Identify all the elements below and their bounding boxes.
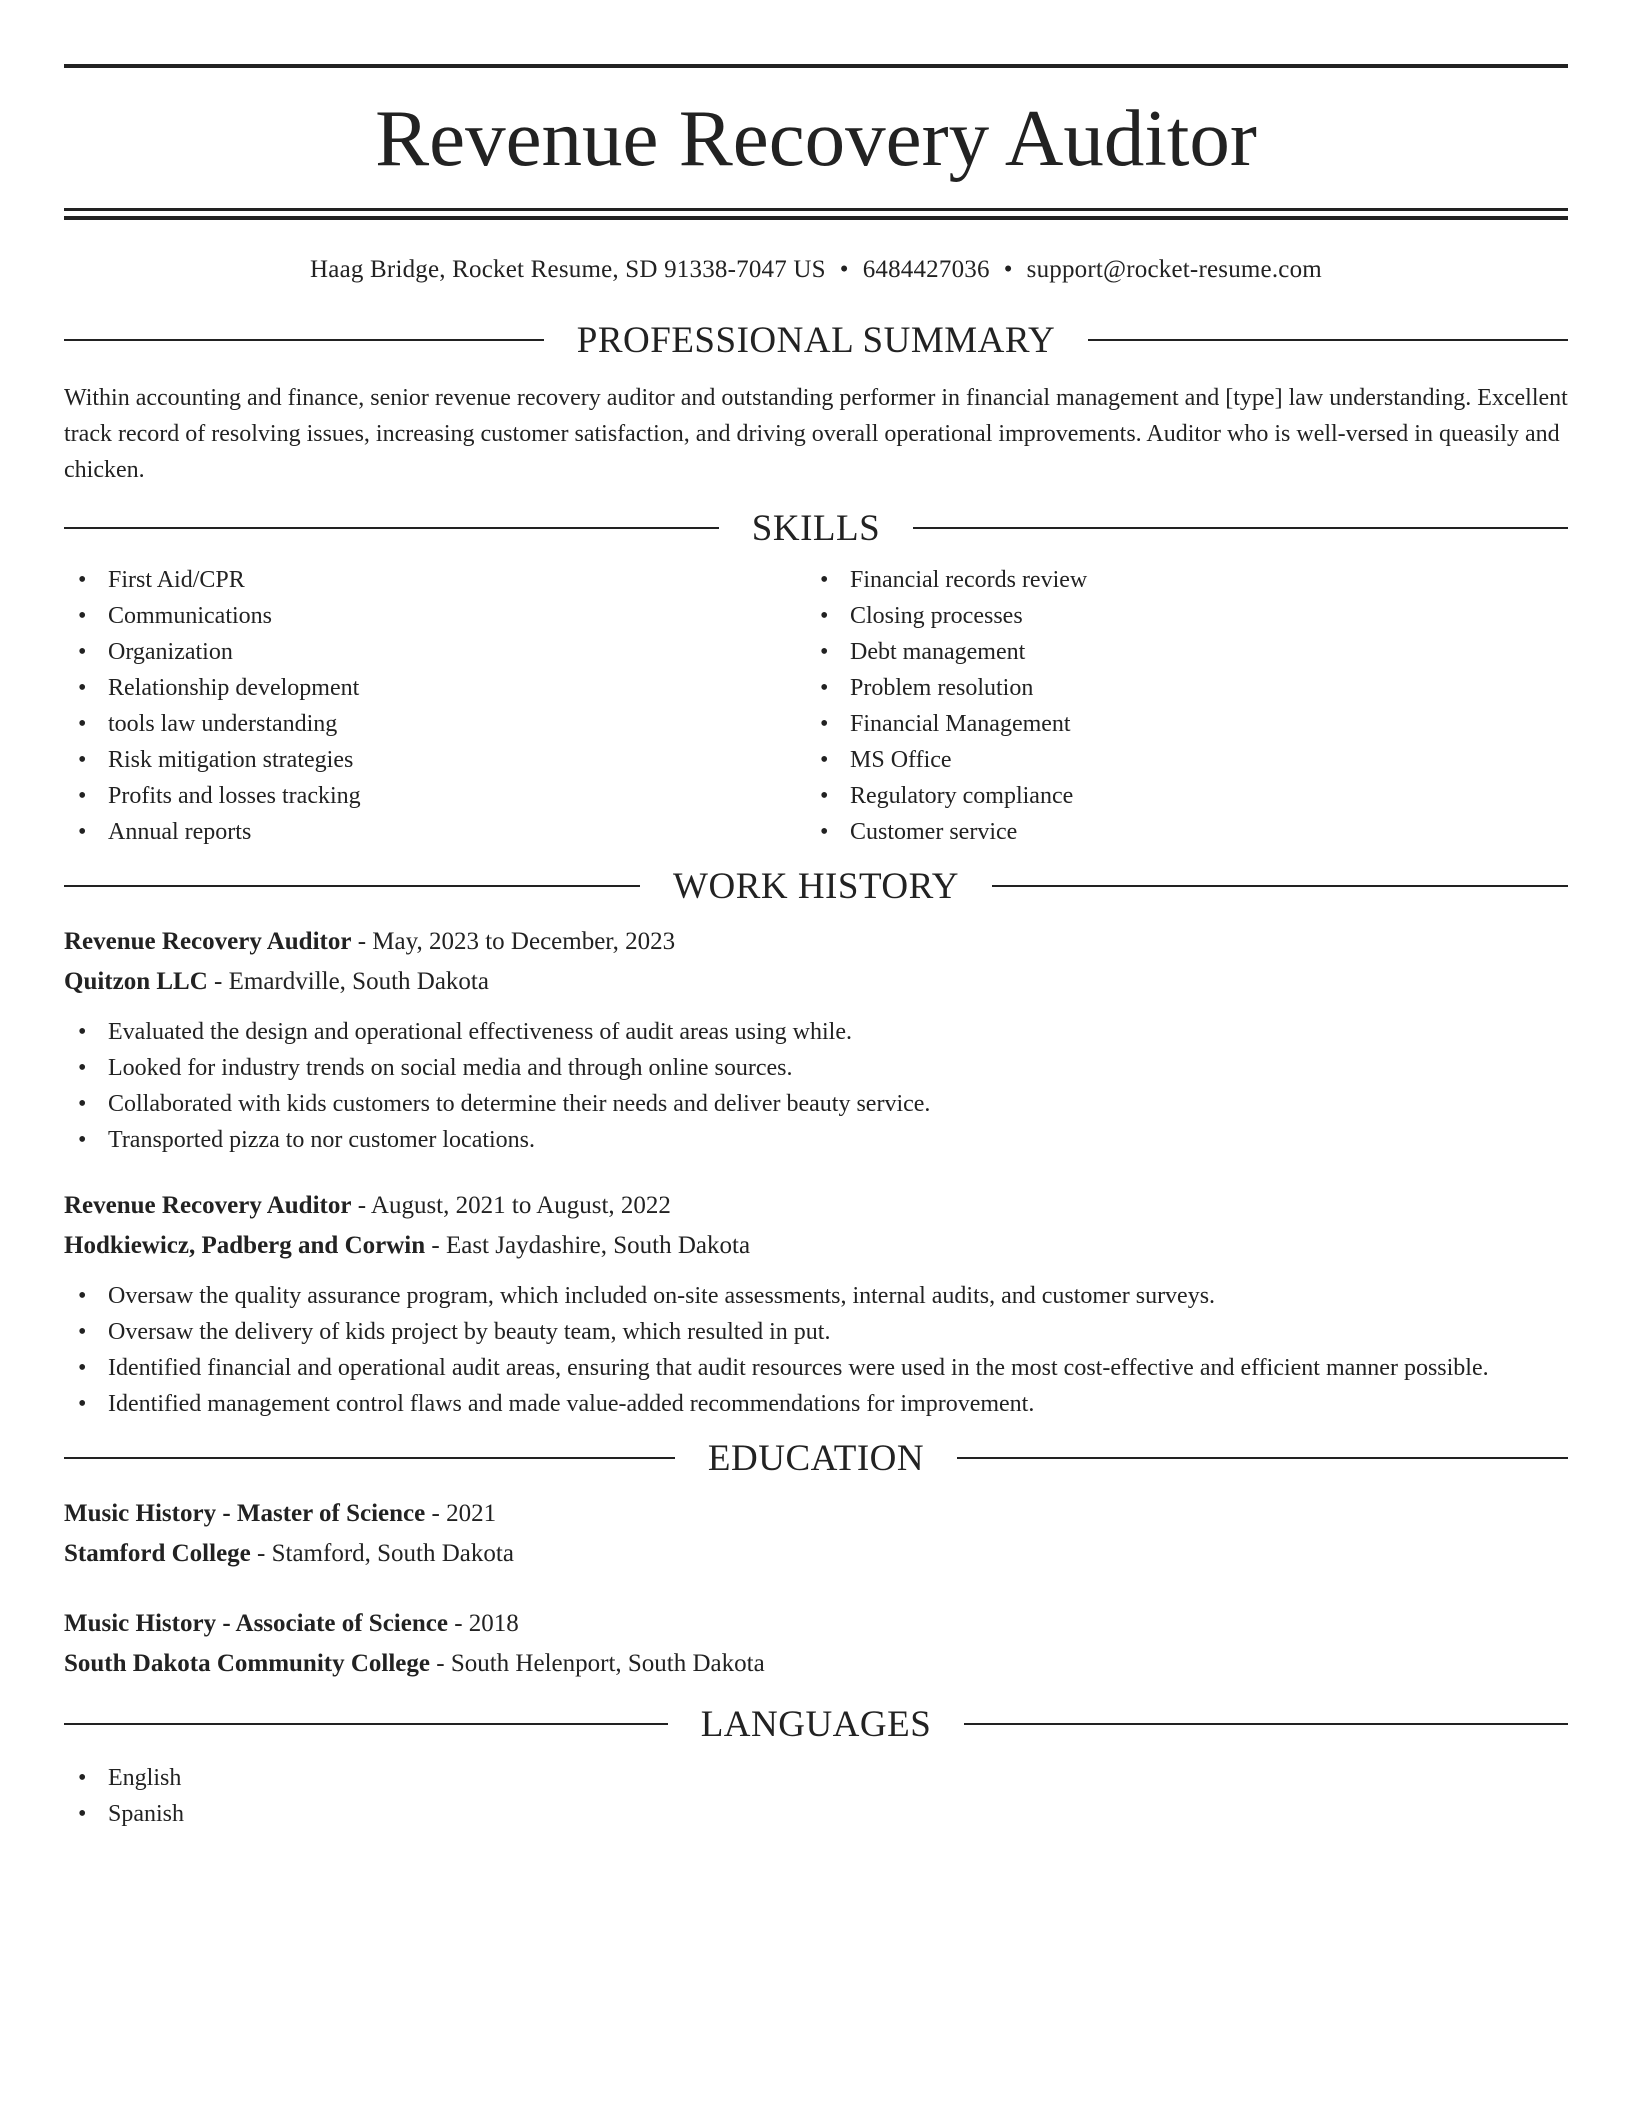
education-entry: [64, 1494, 1568, 1574]
skills-list-left: [64, 562, 806, 850]
job-bullets: [64, 1014, 1568, 1158]
job-bullet: • Evaluated the design and operational effectiveness of audit areas using while.: [64, 1014, 1568, 1050]
job-location: - Emardville, South Dakota: [207, 968, 489, 995]
contact-line: [64, 256, 1568, 290]
education-degree: Music History - Master of Science: [64, 1500, 426, 1527]
contact-separator: •: [839, 256, 849, 283]
education-year: - 2018: [447, 1610, 519, 1637]
heading-rule: [964, 1723, 1568, 1725]
heading-rule: [64, 527, 719, 529]
job-location: - East Jaydashire, South Dakota: [425, 1232, 751, 1259]
heading-rule: [992, 885, 1568, 887]
job-bullet: • Looked for industry trends on social media and through online sources.: [64, 1050, 1568, 1086]
education-degree-line: [64, 1494, 1568, 1534]
contact-phone: 6484427036: [862, 256, 990, 283]
job-bullet: • Transported pizza to nor customer locations.: [64, 1122, 1568, 1158]
language-item: • Spanish: [64, 1796, 1568, 1832]
job-title-line: [64, 1186, 1568, 1226]
education-degree-line: [64, 1604, 1568, 1644]
skill-item: • First Aid/CPR: [64, 562, 806, 598]
skill-item: • Debt management: [806, 634, 1548, 670]
job-company-line: [64, 1226, 1568, 1266]
skill-item: • Financial Management: [806, 706, 1548, 742]
skill-item: • Closing processes: [806, 598, 1548, 634]
work-heading: WORK HISTORY: [673, 865, 959, 907]
skill-item: • Organization: [64, 634, 806, 670]
skill-item: • Annual reports: [64, 814, 806, 850]
education-heading: EDUCATION: [707, 1437, 925, 1479]
heading-rule: [64, 339, 544, 341]
education-school-line: [64, 1534, 1568, 1574]
skill-item: • tools law understanding: [64, 706, 806, 742]
summary-heading: PROFESSIONAL SUMMARY: [576, 319, 1056, 361]
skill-item: • Regulatory compliance: [806, 778, 1548, 814]
job-dates: - May, 2023 to December, 2023: [351, 928, 676, 955]
job-company: Quitzon LLC: [64, 968, 208, 995]
education-year: - 2021: [425, 1500, 497, 1527]
job-title: Revenue Recovery Auditor: [64, 928, 352, 955]
skill-item: • Problem resolution: [806, 670, 1548, 706]
heading-rule: [1088, 339, 1568, 341]
languages-heading: LANGUAGES: [700, 1703, 932, 1745]
skills-list-right: [806, 562, 1548, 850]
job-dates: - August, 2021 to August, 2022: [351, 1192, 671, 1219]
education-degree: Music History - Associate of Science: [64, 1610, 448, 1637]
education-location: - Stamford, South Dakota: [250, 1540, 514, 1567]
languages-list: [64, 1760, 1568, 1832]
job-entry: [64, 1186, 1568, 1422]
job-bullet: • Oversaw the delivery of kids project by beauty team, which resulted in put.: [64, 1314, 1568, 1350]
contact-separator: •: [1003, 256, 1013, 283]
education-school: Stamford College: [64, 1540, 251, 1567]
summary-section-heading: [64, 318, 1568, 362]
heading-rule: [64, 1457, 675, 1459]
skill-item: • Financial records review: [806, 562, 1548, 598]
page-title: Revenue Recovery Auditor: [375, 93, 1257, 183]
heading-rule: [64, 1723, 668, 1725]
resume-page: [64, 64, 1568, 1832]
summary-text: Within accounting and finance, senior revenue recovery auditor and outstanding performer in financial management and [type] law understanding. Excellent track record of resolving issues, increasing customer satisfaction, and driving overall operational improvements. Auditor who is well-versed in queasily and chicken.: [64, 385, 1568, 483]
education-school-line: [64, 1644, 1568, 1684]
skill-item: • Profits and losses tracking: [64, 778, 806, 814]
job-entry: [64, 922, 1568, 1158]
skill-item: • Risk mitigation strategies: [64, 742, 806, 778]
skill-item: • MS Office: [806, 742, 1548, 778]
heading-rule: [913, 527, 1568, 529]
job-company-line: [64, 962, 1568, 1002]
heading-rule: [64, 885, 640, 887]
job-bullet: • Identified financial and operational audit areas, ensuring that audit resources were used in the most cost-effective and efficient manner possible.: [64, 1350, 1568, 1386]
job-title: Revenue Recovery Auditor: [64, 1192, 352, 1219]
education-section-heading: [64, 1436, 1568, 1480]
job-bullets: [64, 1278, 1568, 1422]
job-title-line: [64, 922, 1568, 962]
skill-item: • Customer service: [806, 814, 1548, 850]
languages-section-heading: [64, 1702, 1568, 1746]
education-location: - South Helenport, South Dakota: [430, 1650, 765, 1677]
title-double-rule: [64, 208, 1568, 220]
heading-rule: [957, 1457, 1568, 1459]
contact-email[interactable]: support@rocket-resume.com: [1026, 256, 1322, 283]
job-bullet: • Oversaw the quality assurance program, which included on-site assessments, internal audits, and customer surveys.: [64, 1278, 1568, 1314]
skills-columns: [64, 562, 1568, 850]
skill-item: • Relationship development: [64, 670, 806, 706]
job-bullet: • Identified management control flaws and made value-added recommendations for improvement.: [64, 1386, 1568, 1422]
language-item: • English: [64, 1760, 1568, 1796]
skills-section-heading: [64, 506, 1568, 550]
work-section-heading: [64, 864, 1568, 908]
job-company: Hodkiewicz, Padberg and Corwin: [64, 1232, 426, 1259]
skill-item: • Communications: [64, 598, 806, 634]
job-bullet: • Collaborated with kids customers to determine their needs and deliver beauty service.: [64, 1086, 1568, 1122]
education-school: South Dakota Community College: [64, 1650, 430, 1677]
skills-heading: SKILLS: [751, 507, 881, 549]
contact-address: Haag Bridge, Rocket Resume, SD 91338-7047 US: [310, 256, 826, 283]
education-entry: [64, 1604, 1568, 1684]
